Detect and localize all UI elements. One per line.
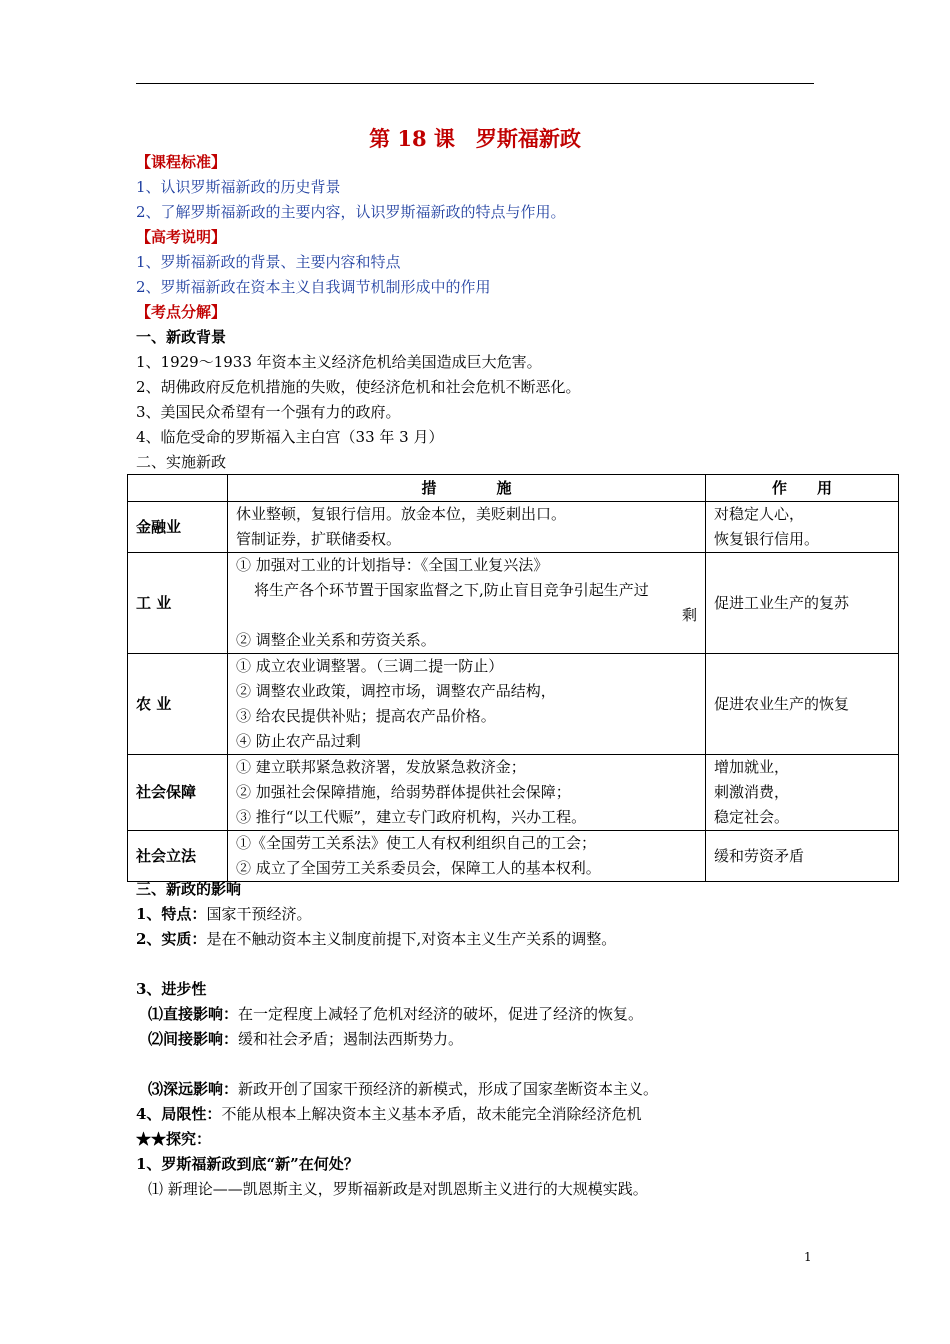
- measure-line: ③ 给农民提供补贴；提高农产品价格。: [236, 707, 496, 725]
- impact-feature: [136, 904, 311, 924]
- table-row: [128, 502, 899, 553]
- heading-curriculum-standard: 【课程标准】: [136, 153, 227, 171]
- measure-line: 管制证券，扩联储委权。: [236, 530, 402, 548]
- explore-question: 1、罗斯福新政到底“新”在何处？: [136, 1155, 359, 1173]
- background-item: 1、1929～1933 年资本主义经济危机给美国造成巨大危害。: [136, 353, 542, 371]
- essence-label: 2、实质：: [136, 930, 207, 948]
- exam-note-item: 2、罗斯福新政在资本主义自我调节机制形成中的作用: [136, 278, 491, 296]
- table-row: [128, 553, 899, 654]
- measure-line: 休业整顿，复银行信用。放金本位，美贬刺出口。: [236, 505, 567, 523]
- effect-line: 恢复银行信用。: [714, 530, 820, 548]
- effect-line: 促进工业生产的复苏: [714, 593, 850, 612]
- row-category: 金融业: [128, 502, 228, 553]
- row-measures: [228, 831, 706, 882]
- header-measures: 措 施: [228, 475, 706, 502]
- row-measures: [228, 755, 706, 831]
- section-background-title: 一、新政背景: [136, 328, 227, 346]
- measure-line: ② 加强社会保障措施，给弱势群体提供社会保障；: [236, 783, 571, 801]
- background-item: 3、美国民众希望有一个强有力的政府。: [136, 403, 401, 421]
- header-blank: [128, 475, 228, 502]
- header-effect: 作 用: [706, 475, 899, 502]
- essence-text: 是在不触动资本主义制度前提下,对资本主义生产关系的调整。: [206, 930, 617, 948]
- row-effect: [706, 502, 899, 553]
- row-category: 农 业: [128, 654, 228, 755]
- exam-note-item: 1、罗斯福新政的背景、主要内容和特点: [136, 253, 401, 271]
- table-row: [128, 831, 899, 882]
- measure-line: ④ 防止农产品过剩: [236, 732, 361, 750]
- measure-line: ② 成立了全国劳工关系委员会，保障工人的基本权利。: [236, 859, 601, 877]
- limitation-label: 4、局限性：: [136, 1105, 222, 1123]
- effect-line: 增加就业，: [714, 758, 790, 776]
- row-measures: [228, 502, 706, 553]
- page-title: 第 18 课 罗斯福新政: [369, 126, 581, 151]
- measure-line-text: 将生产各个环节置于国家监督之下,防止盲目竞争引起生产过: [254, 581, 649, 599]
- section-impact-title: 三、新政的影响: [136, 880, 242, 898]
- page-number: 1: [804, 1250, 812, 1264]
- direct-impact: [148, 1004, 643, 1024]
- explore-heading: ★★探究：: [136, 1130, 212, 1148]
- limitation-text: 不能从根本上解决资本主义基本矛盾，故未能完全消除经济危机: [221, 1105, 642, 1123]
- feature-label: 1、特点：: [136, 905, 207, 923]
- limitation: [136, 1104, 641, 1124]
- table-header-row: [128, 475, 899, 502]
- effect-line: 刺激消费，: [714, 783, 790, 801]
- row-effect: [706, 831, 899, 882]
- feature-text: 国家干预经济。: [206, 905, 312, 923]
- far-impact-label: ⑶深远影响：: [148, 1080, 239, 1098]
- explore-answer: ⑴ 新理论——凯恩斯主义，罗斯福新政是对凯恩斯主义进行的大规模实践。: [148, 1180, 648, 1198]
- indirect-impact-label: ⑵间接影响：: [148, 1030, 239, 1048]
- row-effect: [706, 755, 899, 831]
- row-category: 社会立法: [128, 831, 228, 882]
- far-impact-text: 新政开创了国家干预经济的新模式，形成了国家垄断资本主义。: [238, 1080, 659, 1098]
- indirect-impact: [148, 1029, 463, 1049]
- curriculum-item: 2、了解罗斯福新政的主要内容，认识罗斯福新政的特点与作用。: [136, 203, 566, 221]
- row-effect: [706, 553, 899, 654]
- measure-line: [236, 578, 697, 628]
- background-item: 2、胡佛政府反危机措施的失败，使经济危机和社会危机不断恶化。: [136, 378, 581, 396]
- impact-essence: [136, 929, 616, 949]
- far-impact: [148, 1079, 658, 1099]
- row-measures: [228, 654, 706, 755]
- curriculum-item: 1、认识罗斯福新政的历史背景: [136, 178, 341, 196]
- measure-line: ① 成立农业调整署。（三调二提一防止）: [236, 657, 504, 675]
- measure-line: ① 加强对工业的计划指导：《全国工业复兴法》: [236, 556, 549, 574]
- row-category: 工 业: [128, 553, 228, 654]
- effect-line: 稳定社会。: [714, 808, 790, 826]
- row-measures: [228, 553, 706, 654]
- heading-key-points: 【考点分解】: [136, 303, 227, 321]
- effect-line: 缓和劳资矛盾: [714, 846, 805, 865]
- measure-line-end: 剩: [681, 606, 697, 624]
- header-rule: [136, 83, 814, 84]
- effect-line: 对稳定人心，: [714, 505, 805, 523]
- table-row: [128, 755, 899, 831]
- indirect-impact-text: 缓和社会矛盾；遏制法西斯势力。: [238, 1030, 464, 1048]
- section-implementation-title: 二、实施新政: [136, 453, 227, 471]
- measure-line: ② 调整企业关系和劳资关系。: [236, 631, 436, 649]
- measure-line: ① 建立联邦紧急救济署，发放紧急救济金；: [236, 758, 526, 776]
- background-item: 4、临危受命的罗斯福入主白宫（33 年 3 月）: [136, 428, 444, 446]
- direct-impact-text: 在一定程度上减轻了危机对经济的破坏，促进了经济的恢复。: [238, 1005, 644, 1023]
- progress-heading: 3、进步性: [136, 980, 207, 998]
- measure-line: ①《全国劳工关系法》使工人有权利组织自己的工会；: [236, 834, 597, 852]
- new-deal-table: [127, 474, 899, 882]
- table-row: [128, 654, 899, 755]
- measure-line: ② 调整农业政策，调控市场，调整农产品结构，: [236, 682, 556, 700]
- heading-exam-notes: 【高考说明】: [136, 228, 227, 246]
- row-category: 社会保障: [128, 755, 228, 831]
- direct-impact-label: ⑴直接影响：: [148, 1005, 239, 1023]
- effect-line: 促进农业生产的恢复: [714, 694, 850, 713]
- row-effect: [706, 654, 899, 755]
- measure-line: ③ 推行“以工代赈”，建立专门政府机构，兴办工程。: [236, 808, 587, 826]
